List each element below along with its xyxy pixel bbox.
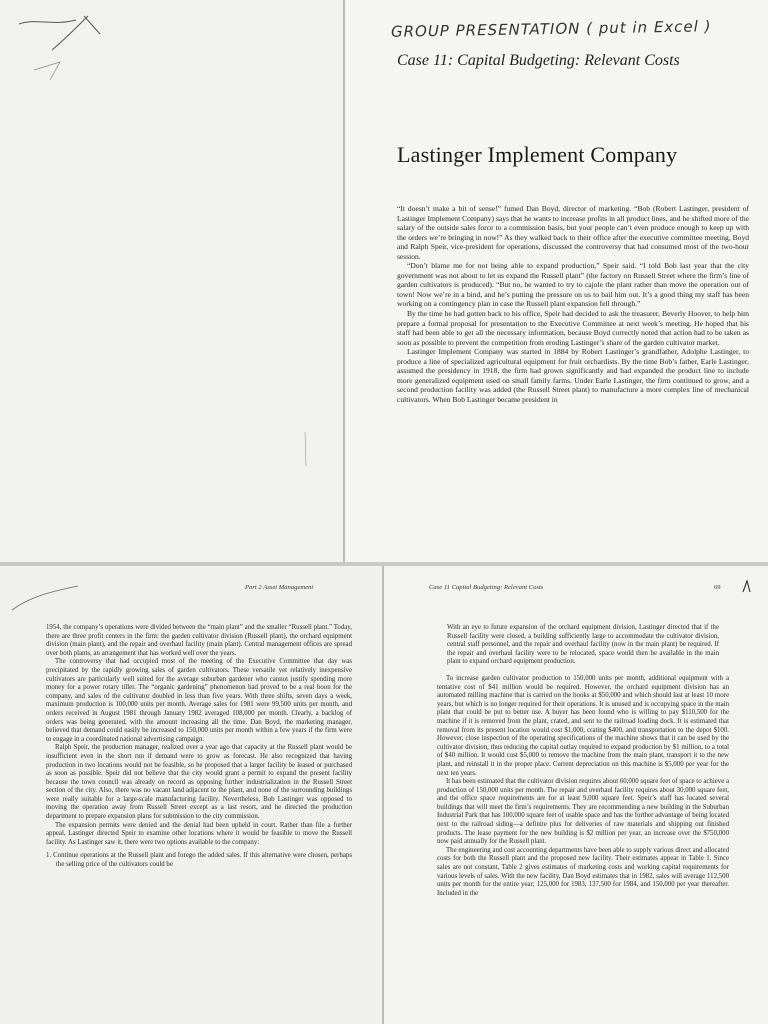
paragraph: It has been estimated that the cultivator division requires about 60,000 square feet of space to achieve a production of 150,000 units per month. The repair and overhaul facility requires about 30,000 square feet, and the office space requirements are for at least 9,000 square feet. Speir’s staff has located several buildings that will meet the firm’s requirements. They are recommending a new building in the Suburban Industrial Park that has 100,000 square feet of usable space and has the further advantage of being located next to the railroad siding—a definite plus for deliveries of raw materials and shipping out finished products. The lease payment for the new building is $2 million per year, an increase over the $750,000 now paid annually for the Russell plant.: [437, 778, 729, 846]
paragraph: “It doesn’t make a bit of sense!” fumed Dan Boyd, director of marketing. “Bob (Robert Lastinger, president of Lastinger Implement Company) says that he wants to increase profits in all product lines, and he shifted more of the salary of the outside sales force to a commission basis, but your people can’t even produce enough to keep up with the orders we’re bringing in now!” As they walked back to their office after the executive committee meeting, Boyd and Ralph Speir, vice-president for operations, discussed the controversy that had consumed most of the two-hour session.: [397, 204, 749, 261]
case-page-69: [384, 566, 768, 1024]
page-gutter: [343, 0, 345, 562]
case-body-text: [437, 624, 729, 898]
handwritten-note: GROUP PRESENTATION ( put in Excel ): [390, 17, 712, 41]
list-item: 1. Continue operations at the Russell plant and forego the added sales. If this alternative were chosen, perhaps the selling price of the cultivators could be: [46, 852, 352, 869]
pencil-mark: [300, 430, 310, 470]
pen-tick-mark: [740, 578, 754, 596]
blank-left-page: [0, 0, 345, 562]
running-head: Case 11 Capital Budgeting: Relevant Costs: [429, 584, 544, 591]
paragraph: The engineering and cost accounting departments have been able to supply various direct and allocated costs for both the Russell plant and the proposed new facility. Their estimates appear in Table 1. Since sales are not constant, Table 2 gives estimates of marketing costs and working capital requirements for various levels of sales. With the new facility, Dan Boyd estimates that in 1982, sales will average 112,500 units per month for the entire year; 125,000 for 1983, 137,500 for 1984, and 150,000 per year thereafter. Included in the: [437, 846, 729, 897]
paragraph: The controversy that had occupied most of the meeting of the Executive Committee that day was precipitated by the rapidly growing sales of garden cultivators. These versatile yet relatively inexpensive cultivators are particularly well suited for the average suburban gardener who cannot justify spending more money for a power rotary tiller. The “organic gardening” phenomenon had proved to be a real boon for the company, and sales of the cultivator doubled in less than five years. With three shifts, seven days a week, maximum production is 100,000 units per month. Average sales for 1981 were 99,500 units per month, and orders received in August 1981 through January 1982 averaged 108,000 per month. Clearly, a backlog of orders was being generated, with the amount increasing all the time. Dan Boyd, the marketing manager, believed that demand could easily be increased to 150,000 units per month within a few years if the firm were to engage in a coordinated national advertising campaign.: [46, 658, 352, 743]
paragraph: 1954, the company’s operations were divided between the “main plant” and the smaller “Russell plant.” Today, there are three profit centers in the firm: the garden cultivator division (Russell plant), the orchard equipment division (main plant), and the repair and overhaul facility (main plant). Central management offices are spread over both plants, an arrangement that has worked well over the years.: [46, 624, 352, 657]
page-gutter: [382, 566, 384, 1024]
paragraph: By the time he had gotten back to his office, Speir had decided to ask the treasurer, Beverly Hoover, to help him prepare a formal proposal for presentation to the Executive Committee at next week’s meeting. He hoped that his staff had been able to get all the necessary information, because Boyd correctly noted that action had to be taken as soon as possible to prevent the competition from eroding Lastinger’s share of the garden cultivator market.: [397, 309, 749, 347]
pen-scribble-mark: [14, 10, 134, 90]
company-title: Lastinger Implement Company: [397, 142, 678, 167]
paragraph: To increase garden cultivator production to 150,000 units per month, additional equipment with a tentative cost of $41 million would be required. However, the orchard equipment division has an automated milling machine that is carried on the books at $50,000 and which should last at least 10 more years, but which is no longer required for their operations. It is unused and is occupying space in the main plant that could be put to better use. A buyer has been found who is willing to pay $110,500 for the machine if it is removed from the plant, crated, and sent to the railroad loading dock. It is estimated that removal from its present location would cost $1,000, crating $400, and transportation to the depot $100. However, close inspection of the operating specifications of the machine shows that it can be used by the cultivator division, thus reducing the capital outlay required to expand production by $1 million, to a total of $40 million. It would cost $5,000 to remove the machine from the main plant, transport it to the new plant, and reinstall it in the proper place. Current depreciation on this machine is $5,000 per year for the next ten years.: [437, 674, 729, 777]
case-body-text: [397, 204, 749, 404]
case-title: Case 11: Capital Budgeting: Relevant Costs: [397, 52, 680, 69]
pen-scribble-mark: [8, 580, 88, 620]
paragraph: The expansion permits were denied and the denial had been upheld in court. Rather than file a further appeal, Lastinger directed Speir to examine other locations where it would be feasible to move the Russell facility. As Lastinger saw it, there were two options available to the company:: [46, 821, 352, 846]
paragraph: “Don’t blame me for not being able to expand production,” Speir said. “I told Bob last year that the city government was not about to let us expand the Russell plant” (the factory on Russell Street where the firm’s line of garden cultivators is produced). “But no, he wanted to try to cajole the plant rather than move the operation out of town! Now we’re in a bind, and he’s putting the pressure on us to bail him out. It’s a good thing my staff has been working on a contingency plan in case the Russell plant expansion fell through.”: [397, 261, 749, 309]
indented-block: With an eye to future expansion of the orchard equipment division, Lastinger directed that if the Russell facility were closed, a building sufficiently large to accommodate the cultivator division, central staff personnel, and the repair and overhaul facility (now in the main plant) be required. If the repair and overhaul facility were to be relocated, space would then be available in the main plant to expand orchard equipment production.: [447, 624, 719, 666]
running-head: Part 2 Asset Management: [245, 584, 314, 591]
paragraph: Ralph Speir, the production manager, realized over a year ago that capacity at the Russell plant would be insufficient even in the short run if demand were to grow as forecast. He also recognized that having production in two locations would not be feasible, so he proposed that a larger facility be leased or purchased as soon as possible. Speir did not believe that the city would grant a permit to expand the present facility because the town council was already on record as opposing further industrialization in the Russell Street section of the city. Also, there was no vacant land adjacent to the plant, and none of the surrounding buildings were really suitable for a large-scale manufacturing facility. Nevertheless, Bob Lastinger was opposed to moving the operation away from Russell Street except as a last resort, and he directed the production department to prepare expansion plans for submission to the city commission.: [46, 744, 352, 821]
scan-fold-line: [0, 562, 768, 566]
paragraph: Lastinger Implement Company was started in 1884 by Robert Lastinger’s grandfather, Adolphe Lastinger, to produce a line of specialized agricultural equipment for fruit orchardists. By the time Bob’s father, Earle Lastinger, assumed the presidency in 1918, the firm had grown significantly and had expanded the product line to include more generalized equipment used on small family farms. Under Earle Lastinger, the firm continued to grow, and a second production facility was added (the Russell Street plant) to manufacture a more complex line of mechanical cultivators. When Bob Lastinger became president in: [397, 347, 749, 404]
case-body-text: [46, 624, 352, 870]
page-number: 69: [714, 584, 721, 591]
case-first-page: [345, 0, 768, 562]
part-two-page: [0, 566, 384, 1024]
